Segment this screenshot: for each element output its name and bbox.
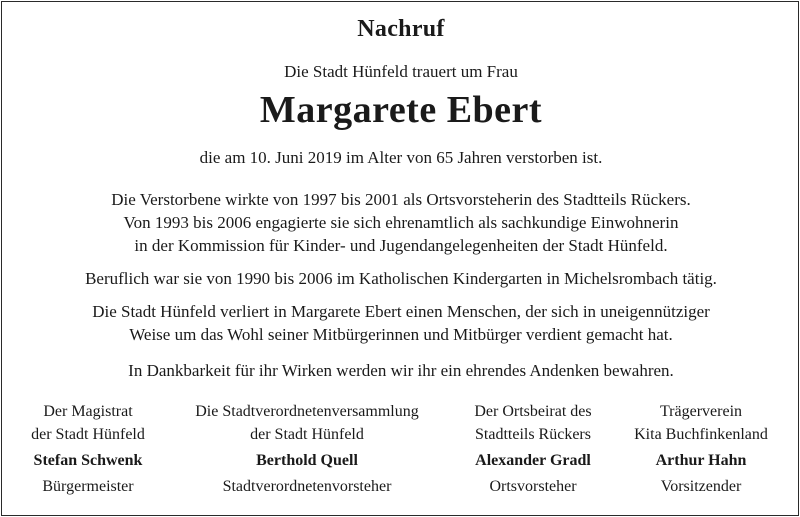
signature-magistrat bbox=[10, 400, 166, 498]
notice-intro: Die Stadt Hünfeld trauert um Frau bbox=[284, 62, 518, 81]
signature-org-line: Kita Buchfinkenland bbox=[634, 426, 768, 443]
signature-person: Alexander Gradl bbox=[475, 452, 591, 469]
signature-traegerverein bbox=[616, 400, 786, 498]
signature-role: Ortsvorsteher bbox=[489, 478, 577, 495]
signature-role: Bürgermeister bbox=[42, 478, 134, 495]
signature-org-line: Der Magistrat bbox=[43, 403, 133, 420]
paragraph-line: Die Stadt Hünfeld verliert in Margarete Ebert einen Menschen, der sich in uneigennütziger bbox=[92, 302, 710, 321]
signature-org-line: der Stadt Hünfeld bbox=[31, 426, 145, 443]
signature-person: Berthold Quell bbox=[256, 452, 358, 469]
paragraph-line: Weise um das Wohl seiner Mitbürgerinnen und Mitbürger verdient gemacht hat. bbox=[129, 325, 673, 344]
signature-ortsbeirat bbox=[450, 400, 616, 498]
paragraph-line: in der Kommission für Kinder- und Jugendangelegenheiten der Stadt Hünfeld. bbox=[134, 236, 668, 255]
paragraph-line: Die Verstorbene wirkte von 1997 bis 2001 als Ortsvorsteherin des Stadtteils Rückers. bbox=[111, 190, 691, 209]
signature-org-line: Stadtteils Rückers bbox=[475, 426, 591, 443]
paragraph-line: Beruflich war sie von 1990 bis 2006 im Katholischen Kindergarten in Michelsrombach tätig. bbox=[85, 269, 717, 288]
death-line: die am 10. Juni 2019 im Alter von 65 Jahren verstorben ist. bbox=[199, 148, 603, 167]
signature-role: Stadtverordnetenvorsteher bbox=[222, 478, 392, 495]
signature-org-line: der Stadt Hünfeld bbox=[250, 426, 364, 443]
signature-role: Vorsitzender bbox=[660, 478, 742, 495]
paragraph-career bbox=[2, 188, 800, 257]
paragraph-line: Von 1993 bis 2006 engagierte sie sich ehrenamtlich als sachkundige Einwohnerin bbox=[123, 213, 679, 232]
signature-row bbox=[2, 400, 800, 500]
signature-org-line: Der Ortsbeirat des bbox=[474, 403, 592, 420]
paragraph-tribute bbox=[2, 300, 800, 346]
deceased-name: Margarete Ebert bbox=[259, 89, 543, 131]
paragraph-line: In Dankbarkeit für ihr Wirken werden wir ihr ein ehrendes Andenken bewahren. bbox=[128, 361, 674, 380]
signature-org-line: Die Stadtverordnetenversammlung bbox=[195, 403, 419, 420]
signature-person: Arthur Hahn bbox=[655, 452, 747, 469]
signature-org-line: Trägerverein bbox=[659, 403, 743, 420]
notice-heading: Nachruf bbox=[357, 16, 445, 42]
paragraph-profession bbox=[2, 267, 800, 290]
obituary-frame bbox=[1, 1, 799, 516]
paragraph-gratitude bbox=[2, 359, 800, 382]
signature-person: Stefan Schwenk bbox=[33, 452, 143, 469]
signature-stadtverordnete bbox=[162, 400, 452, 498]
